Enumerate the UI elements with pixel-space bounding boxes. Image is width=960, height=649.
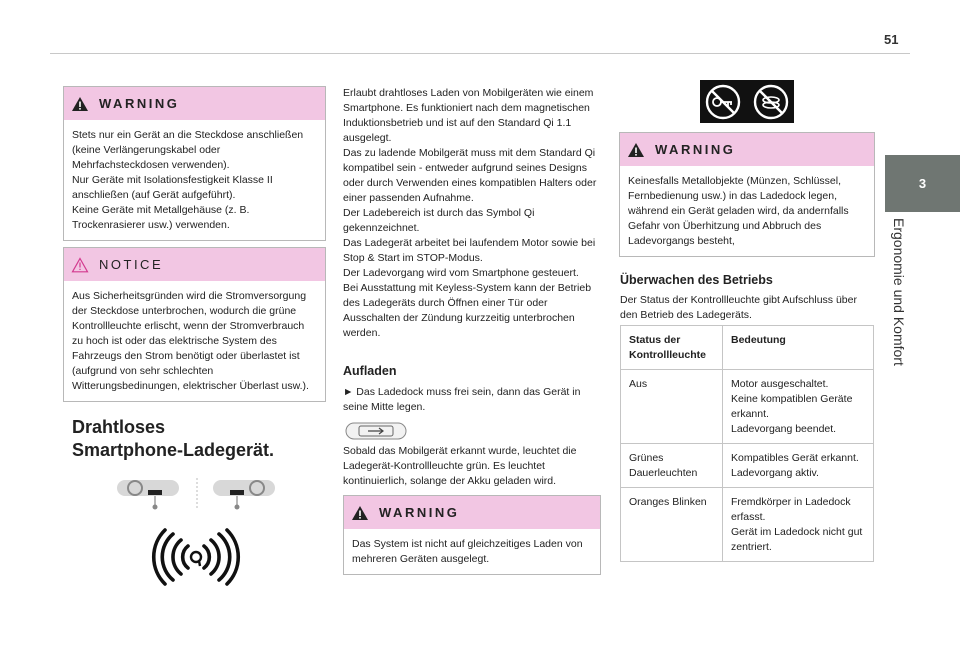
table-cell-status: Grünes Dauerleuchten: [621, 444, 723, 488]
chapter-tab[interactable]: 3: [885, 155, 960, 212]
charger-location-illustration: [115, 472, 277, 512]
table-header-meaning: Bedeutung: [723, 326, 874, 370]
table-row: [621, 488, 874, 562]
warning-body: Stets nur ein Gerät an die Steckdose anschließen (keine Verlängerungskabel oder Mehrfachsteckdosen verwenden). Nur Geräte mit Isolationsfestigkeit Klasse II anschließen (auf Gerät aufgeführt). Keine Geräte mit Metallgehäuse (z. B. Trockenrasierer usw.) verwenden.: [72, 129, 304, 231]
table-cell-meaning: Kompatibles Gerät erkannt. Ladevorgang aktiv.: [723, 444, 874, 488]
prohibited-objects-icons: [700, 80, 794, 123]
charger-intro-text: Erlaubt drahtloses Laden von Mobilgeräten wie einem Smartphone. Es funktioniert nach dem magnetischen Induktionsbetrieb und ist auf den Standard Qi 1.1 ausgelegt. Das zu ladende Mobilgerät muss mit dem Standard Qi kompatibel sein - entweder aufgrund seines Designs oder durch Verwenden eines kompatiblen Halters oder einer passenden Aufnahme. Der Ladebereich ist durch das Symbol Qi gekennzeichnet. Das Ladegerät arbeitet bei laufendem Motor sowie bei Stop & Start im STOP-Modus. Der Ladevorgang wird vom Smartphone gesteuert. Bei Ausstattung mit Keyless-System kann der Betrieb des Ladegeräts durch Öffnen einer Tür oder Ausschalten der Zündung kurzzeitig unterbrochen werden.: [343, 87, 597, 339]
qi-wireless-icon: [148, 528, 244, 586]
warning-header: [64, 87, 325, 120]
charger-indicator-icon: [345, 422, 407, 440]
status-table: [620, 325, 874, 562]
notice-box-power: [63, 247, 326, 402]
warning-title: WARNING: [99, 96, 180, 111]
aufladen-note: Sobald das Mobilgerät erkannt wurde, leuchtet die Ladegerät-Kontrollleuchte grün. Es leuchtet kontinuierlich, solange der Akku geladen wird.: [343, 445, 577, 487]
notice-triangle-icon: [71, 257, 89, 273]
table-cell-meaning: Motor ausgeschaltet. Keine kompatiblen Geräte erkannt. Ladevorgang beendet.: [723, 370, 874, 444]
left-hand-drive-diagram: [117, 480, 179, 510]
no-keys-icon: [704, 83, 742, 121]
table-header-status: Status der Kontrollleuchte: [629, 334, 707, 361]
aufladen-heading: Aufladen: [343, 364, 397, 378]
warning-header: [344, 496, 600, 529]
warning-title: WARNING: [655, 142, 736, 157]
header-rule: [50, 53, 910, 54]
table-cell-status: Oranges Blinken: [621, 488, 723, 562]
table-row: [621, 370, 874, 444]
right-hand-drive-diagram: [213, 480, 275, 510]
no-coins-icon: [752, 83, 790, 121]
notice-header: [64, 248, 325, 281]
warning-triangle-icon: [351, 505, 369, 521]
notice-title: NOTICE: [99, 257, 164, 272]
table-cell-meaning: Fremdkörper in Ladedock erfasst. Gerät im Ladedock nicht gut zentriert.: [723, 488, 874, 562]
warning-header: [620, 133, 874, 166]
aufladen-step: ► Das Ladedock muss frei sein, dann das Gerät in seine Mitte legen.: [343, 386, 581, 413]
warning-triangle-icon: [71, 96, 89, 112]
notice-body: Aus Sicherheitsgründen wird die Stromversorgung der Steckdose unterbrochen, wodurch die grüne Kontrollleuchte erlischt, wenn der Stromverbrauch zu hoch ist oder das elektrische System des Fahrzeugs den Strom benötigt oder überlastet ist (aufgrund von sehr schlechten Witterungsbedinungen, elektrischer Überlast usw.).: [72, 290, 309, 392]
warning-triangle-icon: [627, 142, 645, 158]
section-title: Drahtloses Smartphone-Ladegerät.: [72, 417, 275, 460]
warning-box-multiple-devices: [343, 495, 601, 575]
table-header-row: [621, 326, 874, 370]
warning-body: Das System ist nicht auf gleichzeitiges Laden von mehreren Geräten ausgelegt.: [352, 538, 583, 565]
chapter-label: Ergonomie und Komfort: [891, 218, 907, 366]
table-row: [621, 444, 874, 488]
warning-title: WARNING: [379, 505, 460, 520]
monitor-intro: Der Status der Kontrollleuchte gibt Aufschluss über den Betrieb des Ladegeräts.: [620, 294, 857, 321]
monitor-heading: Überwachen des Betriebs: [620, 273, 773, 287]
page-number: 51: [884, 32, 899, 47]
table-cell-status: Aus: [621, 370, 723, 444]
warning-box-socket: [63, 86, 326, 241]
warning-body: Keinesfalls Metallobjekte (Münzen, Schlüssel, Fernbedienung usw.) in das Ladedock legen, während ein Gerät geladen wird, da andernfalls Gefahr von Überhitzung und Abbruch des Ladevorgangs besteht,: [628, 175, 849, 247]
warning-box-metal-objects: [619, 132, 875, 257]
